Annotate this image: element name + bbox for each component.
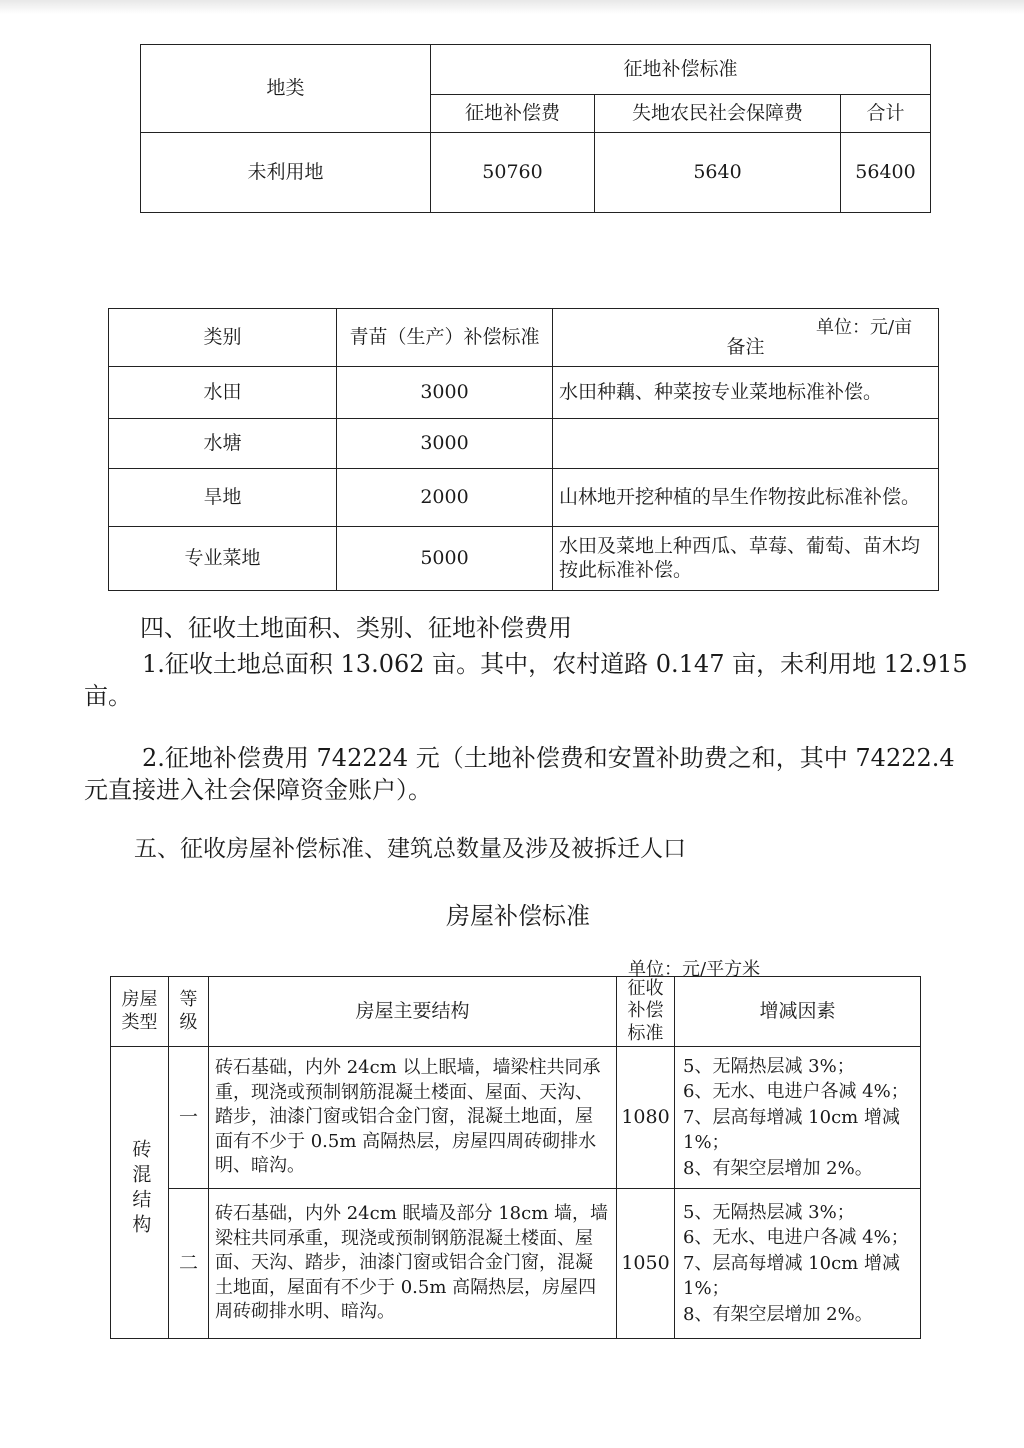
cell-standard: 3000 (337, 419, 553, 469)
factor-item: 5、无隔热层减 3%； (683, 1055, 855, 1077)
table2-unit: 单位：元/亩 (816, 317, 913, 338)
cell-standard: 3000 (337, 367, 553, 419)
table3-unit: 单位：元/平方米 (628, 959, 761, 980)
factor-item: 6、无水、电进户各减 4%； (683, 1227, 909, 1249)
cell-standard: 2000 (337, 469, 553, 527)
cell-factors (675, 1047, 921, 1189)
section4-heading: 四、征收土地面积、类别、征地补偿费用 (140, 614, 572, 642)
header-social-security: 失地农民社会保障费 (595, 95, 841, 133)
header-structure: 房屋主要结构 (209, 977, 617, 1047)
table-row (109, 419, 939, 469)
cell-grade: 二 (169, 1189, 209, 1339)
header-note: 备注 (553, 309, 939, 367)
cell-standard: 5000 (337, 527, 553, 591)
cell-category: 水塘 (109, 419, 337, 469)
cell-house-type (111, 1047, 169, 1339)
header-total: 合计 (841, 95, 931, 133)
factor-item: 8、有架空层增加 2%。 (683, 1303, 873, 1325)
table-row (111, 1189, 921, 1339)
factor-item: 5、无隔热层减 3%； (683, 1201, 855, 1223)
header-land-type: 地类 (141, 45, 431, 133)
cell-note: 水田及菜地上种西瓜、草莓、葡萄、苗木均按此标准补偿。 (553, 527, 939, 591)
cell-factors (675, 1189, 921, 1339)
header-compensation: 征地补偿费 (431, 95, 595, 133)
factor-item: 8、有架空层增加 2%。 (683, 1157, 873, 1179)
page-top-edge (0, 0, 1024, 14)
factor-item: 7、层高每增减 10cm 增减 1%； (683, 1252, 900, 1300)
section4-paragraph-1: 1.征收土地总面积 13.062 亩。其中，农村道路 0.147 亩，未利用地 12.915 亩。 (84, 650, 968, 711)
table-row (109, 469, 939, 527)
cell-structure: 砖石基础，内外 24cm 以上眠墙，墙梁柱共同承重，现浇或预制钢筋混凝土楼面、屋面、天沟、踏步，油漆门窗或铝合金门窗，混凝土地面，屋面有不少于 0.5m 高隔热层，房屋四周砖砌排水明、暗沟。 (209, 1047, 617, 1189)
cell-land-type: 未利用地 (141, 133, 431, 213)
cell-category: 专业菜地 (109, 527, 337, 591)
section5-heading: 五、征收房屋补偿标准、建筑总数量及涉及被拆迁人口 (134, 836, 686, 862)
header-house-type: 房屋类型 (111, 977, 169, 1047)
header-crop-standard: 青苗（生产）补偿标准 (337, 309, 553, 367)
cell-total: 56400 (841, 133, 931, 213)
cell-note (553, 419, 939, 469)
header-factors: 增减因素 (675, 977, 921, 1047)
table-row (109, 527, 939, 591)
header-standard: 征收补偿标准 (617, 977, 675, 1047)
cell-standard: 1050 (617, 1189, 675, 1339)
table-row (111, 1047, 921, 1189)
cell-category: 旱地 (109, 469, 337, 527)
cell-grade: 一 (169, 1047, 209, 1189)
section4-paragraph-2: 2.征地补偿费用 742224 元（土地补偿费和安置补助费之和，其中 74222.4 元直接进入社会保障资金账户）。 (84, 744, 955, 805)
cell-note: 山林地开挖种植的旱生作物按此标准补偿。 (553, 469, 939, 527)
cell-compensation: 50760 (431, 133, 595, 213)
header-standard: 征地补偿标准 (431, 45, 931, 95)
table-row (109, 367, 939, 419)
cell-category: 水田 (109, 367, 337, 419)
cell-note: 水田种藕、种菜按专业菜地标准补偿。 (553, 367, 939, 419)
cell-standard: 1080 (617, 1047, 675, 1189)
house-type-label: 砖混结构 (129, 1139, 152, 1240)
table3-title: 房屋补偿标准 (446, 902, 590, 930)
house-compensation-table (110, 976, 921, 1339)
factor-item: 7、层高每增减 10cm 增减 1%； (683, 1106, 900, 1154)
land-compensation-table (140, 44, 931, 213)
factor-item: 6、无水、电进户各减 4%； (683, 1081, 909, 1103)
table-row (141, 133, 931, 213)
cell-structure: 砖石基础，内外 24cm 眠墙及部分 18cm 墙，墙梁柱共同承重，现浇或预制钢筋混凝土楼面、屋面、天沟、踏步，油漆门窗或铝合金门窗，混凝土地面，屋面有不少于 0.5m 高隔热层，房屋四周砖砌排水明、暗沟。 (209, 1189, 617, 1339)
header-category: 类别 (109, 309, 337, 367)
header-grade: 等级 (169, 977, 209, 1047)
crop-compensation-table (108, 308, 939, 591)
cell-social-security: 5640 (595, 133, 841, 213)
